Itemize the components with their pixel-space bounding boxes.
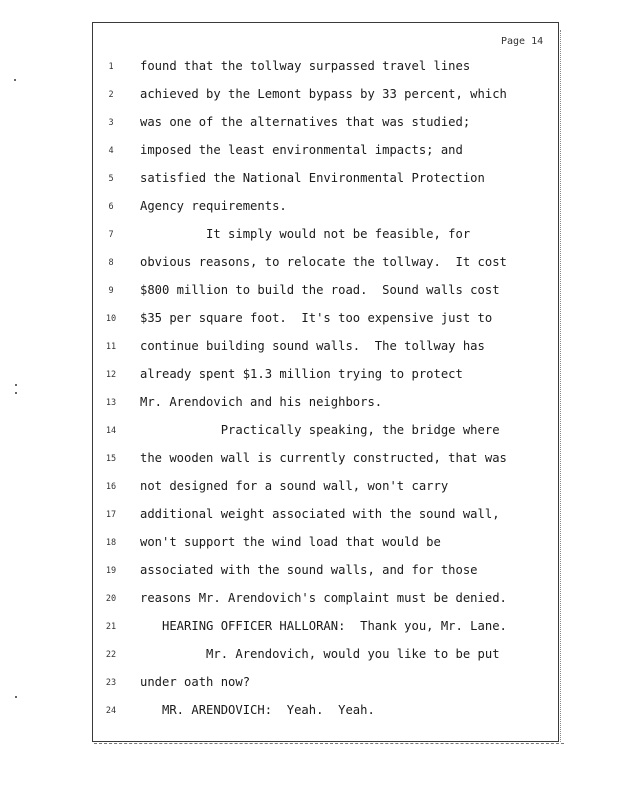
line-number: 17: [105, 510, 117, 520]
transcript-line: was one of the alternatives that was studied;: [140, 115, 471, 129]
page-number-label: Page 14: [501, 36, 544, 47]
scan-speck: [15, 696, 17, 698]
transcript-line: Agency requirements.: [140, 199, 287, 213]
transcript-page-frame: [92, 22, 559, 742]
transcript-line: $35 per square foot. It's too expensive just to: [140, 311, 493, 325]
line-number: 18: [105, 538, 117, 548]
line-number: 9: [108, 286, 114, 296]
scan-speck: [15, 384, 17, 386]
line-number: 1: [108, 62, 114, 72]
transcript-line: $800 million to build the road. Sound walls cost: [140, 283, 500, 297]
line-number: 21: [105, 622, 117, 632]
line-number: 6: [108, 202, 114, 212]
line-number: 16: [105, 482, 117, 492]
transcript-line: won't support the wind load that would be: [140, 535, 441, 549]
line-number: 12: [105, 370, 117, 380]
line-number: 24: [105, 706, 117, 716]
transcript-line: obvious reasons, to relocate the tollway. It cost: [140, 255, 507, 269]
transcript-line: additional weight associated with the sound wall,: [140, 507, 500, 521]
line-number: 20: [105, 594, 117, 604]
line-number: 19: [105, 566, 117, 576]
transcript-line: imposed the least environmental impacts; and: [140, 143, 463, 157]
line-number: 10: [105, 314, 117, 324]
transcript-line: associated with the sound walls, and for those: [140, 563, 478, 577]
page-edge-right: [560, 30, 563, 742]
transcript-line: satisfied the National Environmental Protection: [140, 171, 485, 185]
transcript-line: not designed for a sound wall, won't carry: [140, 479, 449, 493]
line-number: 22: [105, 650, 117, 660]
line-number: 15: [105, 454, 117, 464]
page-edge-bottom: [94, 743, 564, 746]
transcript-line: found that the tollway surpassed travel lines: [140, 59, 471, 73]
line-number: 23: [105, 678, 117, 688]
line-number: 3: [108, 118, 114, 128]
scan-speck: [14, 79, 16, 81]
transcript-line: MR. ARENDOVICH: Yeah. Yeah.: [140, 703, 375, 717]
transcript-line: under oath now?: [140, 675, 251, 689]
scan-speck: [15, 392, 17, 394]
transcript-line: continue building sound walls. The tollway has: [140, 339, 485, 353]
line-number: 7: [108, 230, 114, 240]
transcript-line: HEARING OFFICER HALLORAN: Thank you, Mr. Lane.: [140, 619, 507, 633]
line-number: 11: [105, 342, 117, 352]
transcript-line: achieved by the Lemont bypass by 33 percent, which: [140, 87, 507, 101]
line-number: 5: [108, 174, 114, 184]
transcript-line: reasons Mr. Arendovich's complaint must be denied.: [140, 591, 507, 605]
transcript-line: the wooden wall is currently constructed, that was: [140, 451, 507, 465]
transcript-line: Practically speaking, the bridge where: [140, 423, 500, 437]
line-number: 8: [108, 258, 114, 268]
line-number: 14: [105, 426, 117, 436]
transcript-line: It simply would not be feasible, for: [140, 227, 471, 241]
line-number: 2: [108, 90, 114, 100]
line-number: 4: [108, 146, 114, 156]
transcript-line: already spent $1.3 million trying to protect: [140, 367, 463, 381]
transcript-line: Mr. Arendovich, would you like to be put: [140, 647, 500, 661]
transcript-line: Mr. Arendovich and his neighbors.: [140, 395, 383, 409]
line-number: 13: [105, 398, 117, 408]
